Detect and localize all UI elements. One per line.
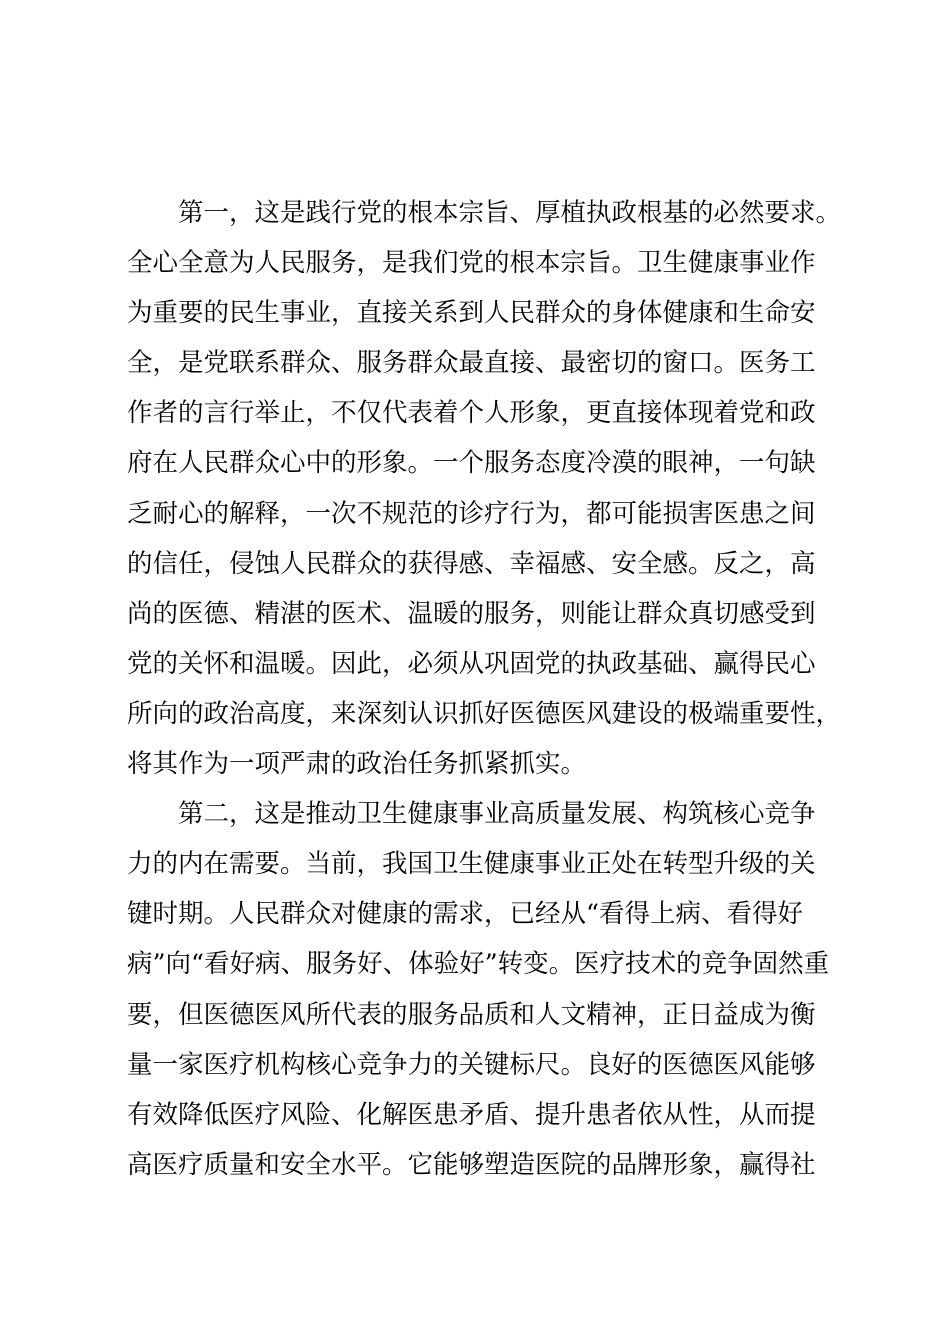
paragraph-line: 量一家医疗机构核心竞争力的关键标尺。良好的医德医风能够 [127,1049,816,1080]
paragraph-line: 将其作为一项严肃的政治任务抓紧抓实。 [127,749,587,780]
paragraph-2 [127,789,847,1190]
paragraph-1 [127,188,847,789]
paragraph-line: 的信任，侵蚀人民群众的获得感、幸福感、安全感。反之，高 [127,548,816,579]
paragraph-line: 尚的医德、精湛的医术、温暖的服务，则能让群众真切感受到 [127,598,816,629]
paragraph-line: 为重要的民生事业，直接关系到人民群众的身体健康和生命安 [127,298,816,329]
paragraph-line: 第一，这是践行党的根本宗旨、厚植执政根基的必然要求。 [178,198,842,228]
paragraph-line: 全心全意为人民服务，是我们党的根本宗旨。卫生健康事业作 [127,248,816,279]
paragraph-line: 有效降低医疗风险、化解医患矛盾、提升患者依从性，从而提 [127,1099,816,1130]
paragraph-line: 所向的政治高度，来深刻认识抓好医德医风建设的极端重要性， [127,698,842,729]
paragraph-line: 全，是党联系群众、服务群众最直接、最密切的窗口。医务工 [127,348,816,379]
paragraph-line: 键时期。人民群众对健康的需求，已经从“看得上病、看得好 [127,899,804,930]
document-body [127,188,847,1190]
paragraph-line: 作者的言行举止，不仅代表着个人形象，更直接体现着党和政 [127,398,816,429]
paragraph-line: 第二，这是推动卫生健康事业高质量发展、构筑核心竞争 [178,799,816,830]
paragraph-line: 高医疗质量和安全水平。它能够塑造医院的品牌形象，赢得社 [127,1149,816,1180]
paragraph-line: 病”向“看好病、服务好、体验好”转变。医疗技术的竞争固然重 [127,949,830,980]
paragraph-line: 要，但医德医风所代表的服务品质和人文精神，正日益成为衡 [127,999,816,1030]
paragraph-line: 党的关怀和温暖。因此，必须从巩固党的执政基础、赢得民心 [127,648,816,679]
paragraph-line: 力的内在需要。当前，我国卫生健康事业正处在转型升级的关 [127,849,816,880]
paragraph-line: 府在人民群众心中的形象。一个服务态度冷漠的眼神，一句缺 [127,448,816,479]
paragraph-line: 乏耐心的解释，一次不规范的诊疗行为，都可能损害医患之间 [127,498,816,529]
